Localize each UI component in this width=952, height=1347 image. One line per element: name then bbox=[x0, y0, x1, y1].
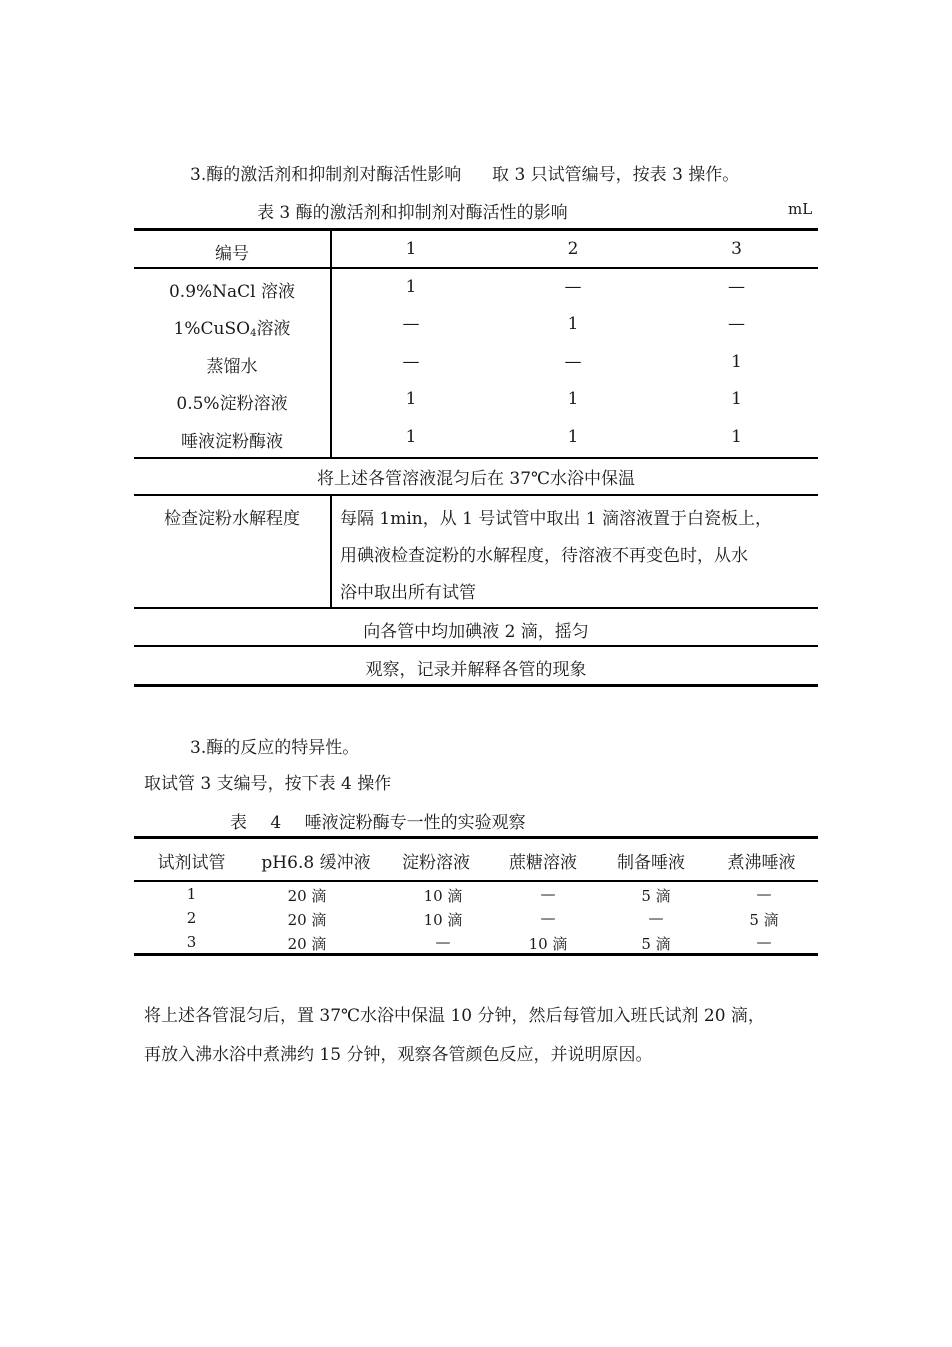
table4-cell: 20 滴 bbox=[287, 911, 327, 929]
table3-iodine-row: 向各管中均加碘液 2 滴，摇匀 bbox=[363, 622, 589, 642]
table3-cell: — bbox=[564, 277, 582, 297]
table3-header-2: 2 bbox=[567, 239, 579, 259]
table3-check-line: 浴中取出所有试管 bbox=[340, 583, 476, 603]
table4-cell: 3 bbox=[186, 933, 197, 951]
table4-cell: 10 滴 bbox=[423, 887, 463, 905]
table4-cell: 20 滴 bbox=[287, 935, 327, 953]
table4-cell: — bbox=[756, 885, 772, 903]
table4-cell: 5 滴 bbox=[641, 887, 671, 905]
section4-instruction: 取试管 3 支编号，按下表 4 操作 bbox=[144, 774, 392, 794]
table3-cell: 1 bbox=[567, 314, 579, 334]
table3-cell: 1 bbox=[731, 427, 742, 447]
table3-row-label: 蒸馏水 bbox=[206, 357, 258, 377]
table3-cell: — bbox=[728, 277, 745, 297]
table3-observe-row: 观察，记录并解释各管的现象 bbox=[365, 660, 587, 680]
table3-row-label: 0.5%淀粉溶液 bbox=[176, 394, 288, 414]
table3-unit: mL bbox=[788, 200, 813, 218]
table3-cell: 1 bbox=[567, 389, 579, 409]
table4-cell: — bbox=[756, 933, 772, 951]
row-label-tail: 溶液 bbox=[256, 319, 291, 339]
table3-cell: — bbox=[402, 314, 420, 334]
table3-cell: — bbox=[728, 314, 745, 334]
table4-cell: — bbox=[540, 909, 556, 927]
table4-caption: 表 4 唾液淀粉酶专一性的实验观察 bbox=[230, 813, 526, 833]
table4-cell: 1 bbox=[186, 885, 197, 903]
table3-row-label bbox=[134, 314, 330, 339]
table4-header: pH6.8 缓冲液 bbox=[261, 853, 371, 873]
table4-cell: 10 滴 bbox=[528, 935, 568, 953]
table3-cell: — bbox=[402, 352, 420, 372]
table4-cell: 10 滴 bbox=[423, 911, 463, 929]
table4-header: 煮沸唾液 bbox=[727, 853, 796, 873]
paragraph-line: 将上述各管混匀后，置 37℃水浴中保温 10 分钟，然后每管加入班氏试剂 20 滴， bbox=[144, 1006, 765, 1026]
row-label-main: 1%CuSO bbox=[173, 319, 251, 339]
section3-instruction: 取 3 只试管编号，按表 3 操作。 bbox=[492, 165, 740, 185]
table4-cell: 20 滴 bbox=[287, 887, 327, 905]
table3-row-label: 唾液淀粉酶液 bbox=[181, 432, 283, 452]
row-label-subscript: 4 bbox=[250, 328, 257, 339]
table3-cell: — bbox=[564, 352, 582, 372]
table3-cell: 1 bbox=[405, 427, 417, 447]
table3-check-label: 检查淀粉水解程度 bbox=[164, 509, 300, 529]
table3-header-1: 1 bbox=[405, 239, 417, 259]
table3-check-line: 用碘液检查淀粉的水解程度，待溶液不再变色时，从水 bbox=[340, 546, 748, 566]
table4-cell: — bbox=[540, 885, 556, 903]
section3-heading-line bbox=[190, 160, 739, 185]
table3-check-line: 每隔 1min，从 1 号试管中取出 1 滴溶液置于白瓷板上， bbox=[340, 509, 772, 529]
table4-cell: 2 bbox=[186, 909, 197, 927]
table3-cell: 1 bbox=[405, 277, 417, 297]
table4-header: 试剂试管 bbox=[157, 853, 226, 873]
table4-cell: 5 滴 bbox=[641, 935, 671, 953]
table3-cell: 1 bbox=[731, 352, 742, 372]
table4-cell: 5 滴 bbox=[749, 911, 779, 929]
table3-cell: 1 bbox=[731, 389, 742, 409]
table3-cell: 1 bbox=[567, 427, 579, 447]
table4-header: 淀粉溶液 bbox=[402, 853, 470, 873]
table3-row-label: 0.9%NaCl 溶液 bbox=[168, 282, 296, 302]
table3-caption: 表 3 酶的激活剂和抑制剂对酶活性的影响 bbox=[257, 203, 568, 223]
table4-cell: — bbox=[648, 909, 664, 927]
table3-mix-row: 将上述各管溶液混匀后在 37℃水浴中保温 bbox=[316, 469, 636, 489]
section3-heading: 3.酶的激活剂和抑制剂对酶活性影响 bbox=[190, 165, 462, 185]
table3-cell: 1 bbox=[405, 389, 417, 409]
table4-header: 制备唾液 bbox=[617, 853, 685, 873]
paragraph-line: 再放入沸水浴中煮沸约 15 分钟，观察各管颜色反应，并说明原因。 bbox=[144, 1045, 653, 1065]
table3-header-id: 编号 bbox=[215, 244, 249, 264]
table3-header-3: 3 bbox=[731, 239, 742, 259]
table4-header: 蔗糖溶液 bbox=[509, 853, 577, 873]
table4-cell: — bbox=[435, 933, 451, 951]
section4-heading: 3.酶的反应的特异性。 bbox=[190, 738, 360, 758]
